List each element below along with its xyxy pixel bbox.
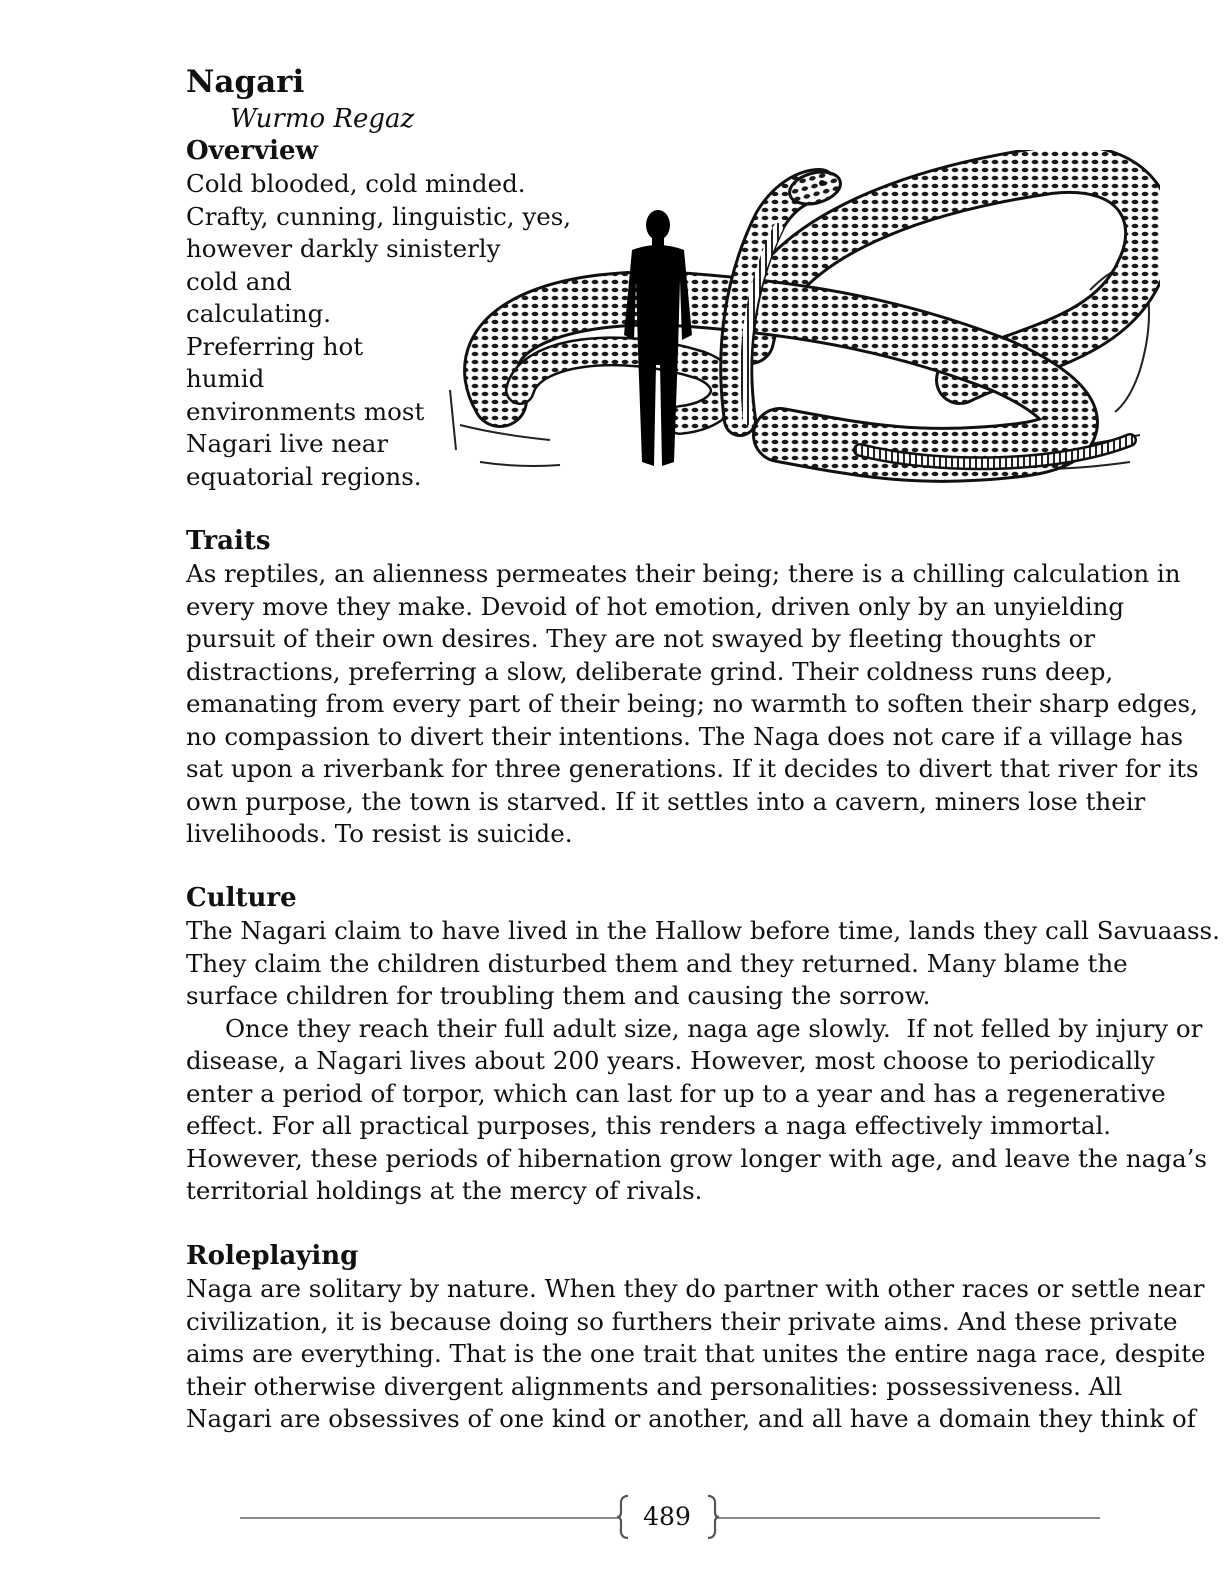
overview-line: calculating. [186,299,332,328]
overview-line: cold and [186,266,292,296]
footer-rule-left [240,1517,618,1519]
culture-line: They claim the children disturbed them and they returned. Many blame the [186,948,1128,978]
culture-line: effect. For all practical purposes, this renders a naga effectively immortal. [186,1111,1112,1140]
culture-line: disease, a Nagari lives about 200 years. However, most choose to periodically [186,1046,1155,1075]
traits-line: every move they make. Devoid of hot emotion, driven only by an unyielding [186,591,1125,621]
culture-line: Once they reach their full adult size, naga age slowly. If not felled by injury or [186,1013,1203,1043]
roleplaying-line: Nagari are obsessives of one kind or another, and all have a domain they think of [186,1404,1196,1433]
culture-line: territorial holdings at the mercy of rivals. [186,1176,703,1205]
traits-line: pursuit of their own desires. They are not swayed by fleeting thoughts or [186,624,1096,653]
traits-line: As reptiles, an alienness permeates their being; there is a chilling calculation in [186,559,1181,588]
traits-line: sat upon a riverbank for three generations. If it decides to divert that river for its [186,754,1199,783]
culture-line: enter a period of torpor, which can last for up to a year and has a regenerative [186,1078,1166,1108]
traits-line: no compassion to divert their intentions. The Naga does not care if a village has [186,721,1184,751]
culture-line: surface children for troubling them and causing the sorrow. [186,981,931,1010]
traits-line: distractions, preferring a slow, deliberate grind. Their coldness runs deep, [186,656,1114,686]
culture-line: However, these periods of hibernation grow longer with age, and leave the naga’s [186,1143,1207,1173]
culture-line: The Nagari claim to have lived in the Hallow before time, lands they call Savuaass. [186,916,1220,945]
overview-heading: Overview [186,136,318,166]
overview-line: Nagari live near [186,429,389,458]
overview-line: Cold blooded, cold minded. [186,169,526,198]
page-subtitle: Wurmo Regaz [230,104,415,134]
traits-line: emanating from every part of their being; no warmth to soften their sharp edges, [186,689,1198,718]
roleplaying-heading: Roleplaying [186,1241,359,1271]
roleplaying-line: civilization, it is because doing so furthers their private aims. And these private [186,1306,1178,1336]
traits-line: livelihoods. To resist is suicide. [186,819,573,848]
traits-line: own purpose, the town is starved. If it settles into a cavern, miners lose their [186,786,1146,816]
overview-line: humid [186,364,265,393]
roleplaying-paragraph [186,1273,1206,1436]
overview-line: equatorial regions. [186,461,422,491]
naga-scale-illustration [440,150,1160,490]
footer-rule-right [718,1517,1100,1519]
roleplaying-line: their otherwise divergent alignments and personalities: possessiveness. All [186,1371,1123,1401]
overview-line: environments most [186,396,425,426]
page-title: Nagari [186,64,305,100]
culture-heading: Culture [186,883,297,913]
culture-paragraph [186,915,1220,1208]
roleplaying-line: aims are everything. That is the one trait that unites the entire naga race, despite [186,1339,1206,1368]
traits-heading: Traits [186,526,271,556]
overview-line: Crafty, cunning, linguistic, yes, [186,201,572,231]
page-number: 489 [643,1502,691,1531]
traits-paragraph [186,558,1199,851]
overview-line: Preferring hot [186,331,364,361]
overview-line: however darkly sinisterly [186,234,501,263]
roleplaying-line: Naga are solitary by nature. When they do partner with other races or settle near [186,1274,1205,1303]
